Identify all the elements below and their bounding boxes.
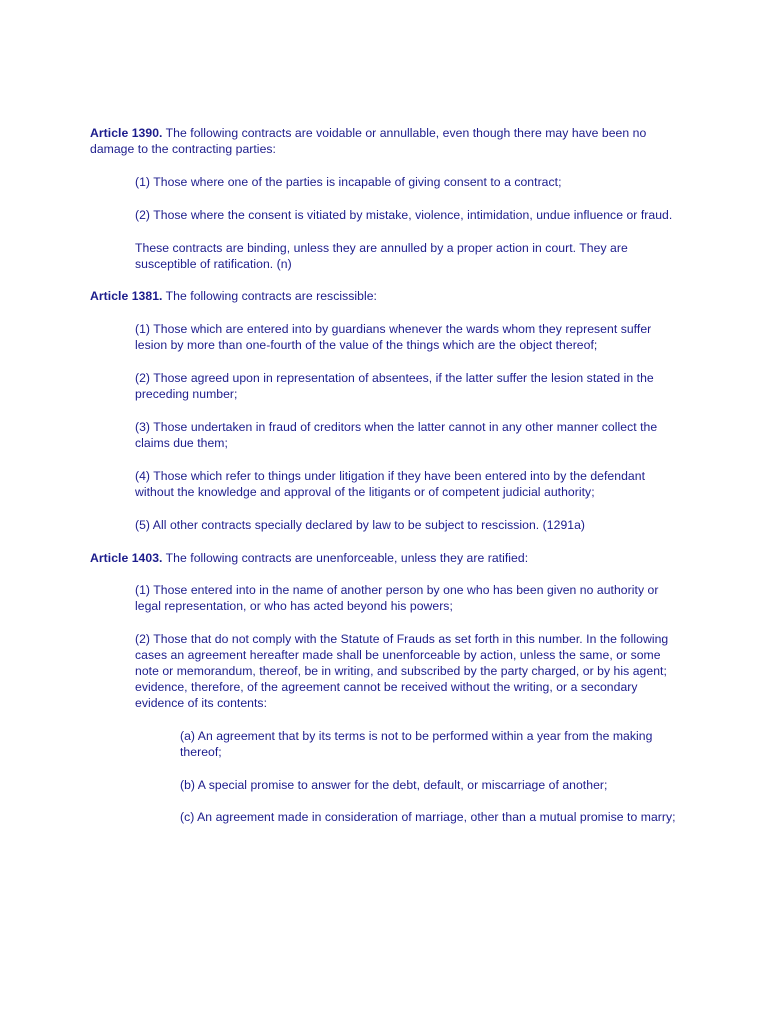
list-item: These contracts are binding, unless they are annulled by a proper action in court. They are susceptible of ratification. (n) [135,240,628,271]
sub-list-item: (c) An agreement made in consideration of marriage, other than a mutual promise to marry; [180,810,676,825]
list-item: (2) Those agreed upon in representation of absentees, if the latter suffer the lesion stated in the preceding number; [135,371,654,402]
list-item: (4) Those which refer to things under litigation if they have been entered into by the defendant without the knowledge and approval of the litigants or of competent judicial authority; [135,468,646,499]
article-1390-paragraph [90,126,690,158]
article-heading: Article 1403. [90,550,163,565]
article-heading: Article 1381. [90,289,163,304]
sub-list-item: (b) A special promise to answer for the debt, default, or miscarriage of another; [180,777,608,792]
list-item: (1) Those where one of the parties is incapable of giving consent to a contract; [135,174,562,189]
article-intro: The following contracts are rescissible: [162,289,377,304]
article-heading: Article 1390. [90,126,163,140]
sub-list-item: (a) An agreement that by its terms is not to be performed within a year from the making thereof; [180,728,653,759]
article-intro: The following contracts are voidable or annullable, even though there may have been no damage to the contracting parties: [90,126,647,156]
list-item: (2) Those where the consent is vitiated by mistake, violence, intimidation, undue influence or fraud. [135,207,673,222]
document-page [90,126,690,843]
article-1381-paragraph [90,289,690,305]
list-item: (2) Those that do not comply with the Statute of Frauds as set forth in this number. In the following cases an agreement hereafter made shall be unenforceable by action, unless the same, or some note or memorandum, thereof, be in writing, and subscribed by the party charged, or by his agent; evidence, therefore, of the agreement cannot be received without the writing, or a secondary evidence of its contents: [135,632,669,710]
list-item: (1) Those which are entered into by guardians whenever the wards whom they represent suffer lesion by more than one-fourth of the value of the things which are the object thereof; [135,322,652,353]
list-item: (3) Those undertaken in fraud of creditors when the latter cannot in any other manner collect the claims due them; [135,419,658,450]
list-item: (1) Those entered into in the name of another person by one who has been given no authority or legal representation, or who has acted beyond his powers; [135,583,659,614]
article-intro: The following contracts are unenforceable, unless they are ratified: [162,550,529,565]
list-item: (5) All other contracts specially declared by law to be subject to rescission. (1291a) [135,517,586,532]
article-1403-paragraph [90,551,690,567]
